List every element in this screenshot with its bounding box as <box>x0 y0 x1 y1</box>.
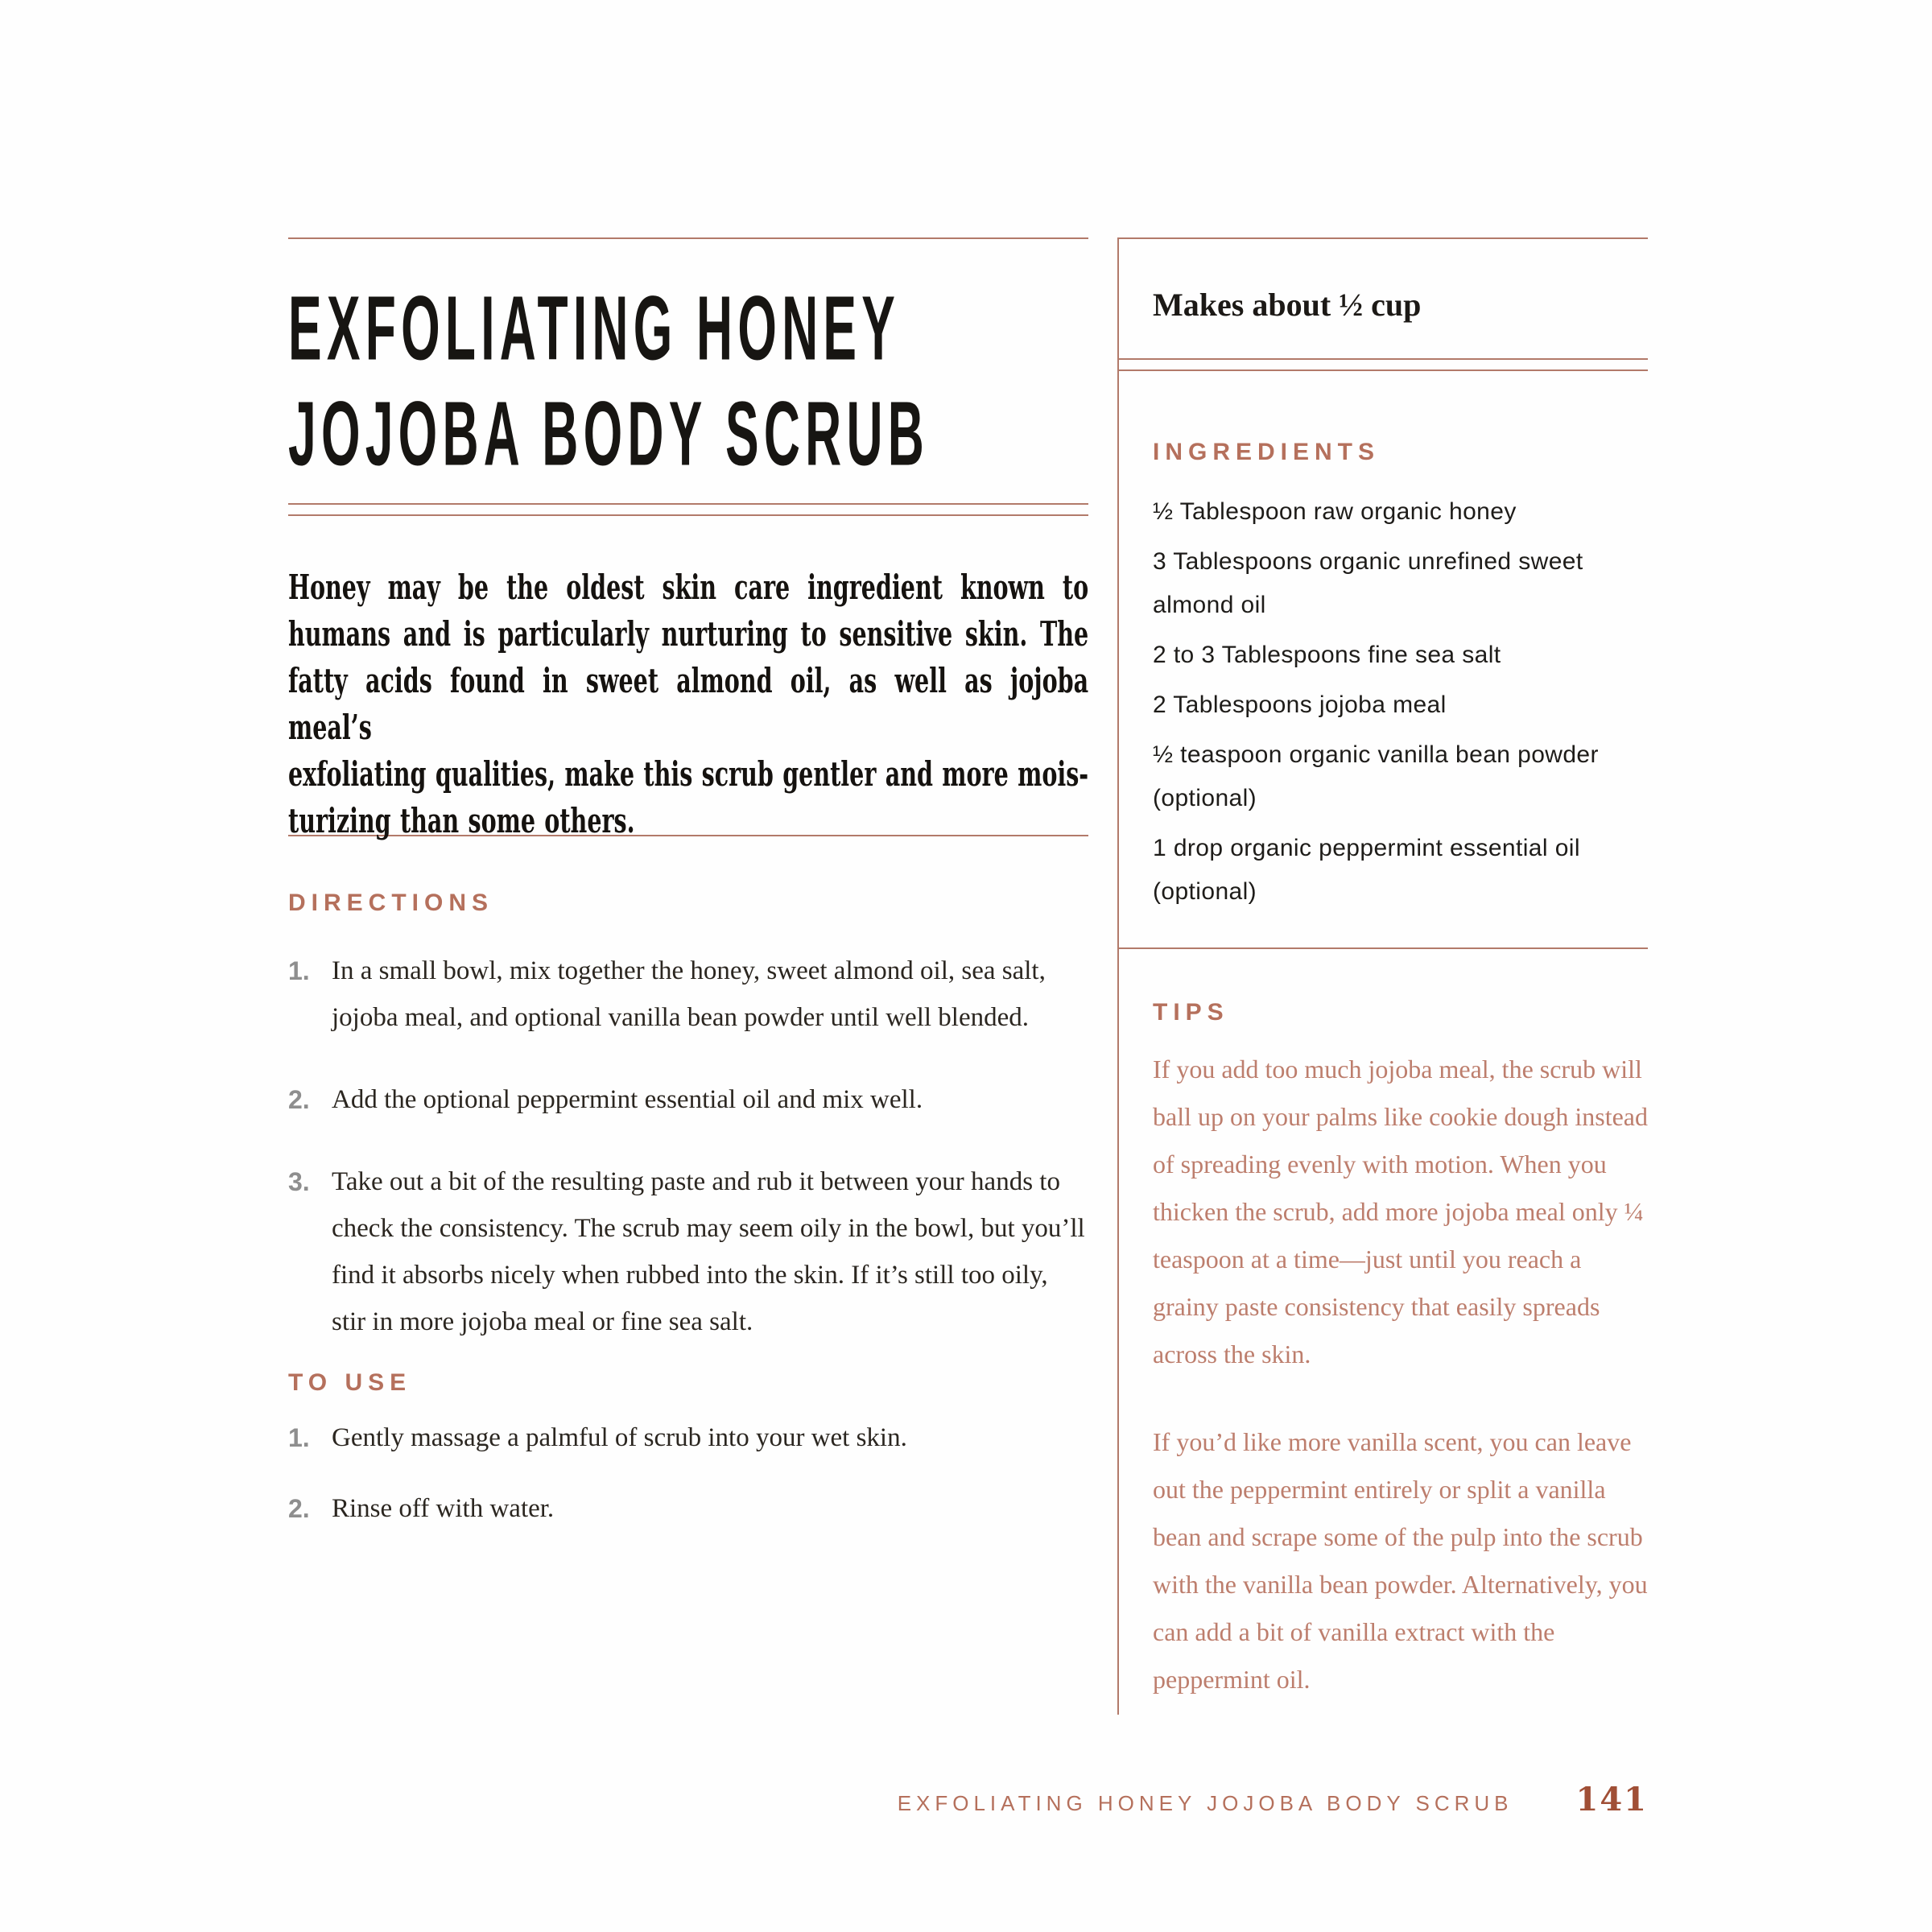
top-rule-right <box>1117 237 1648 239</box>
intro-line: exfoliating qualities, make this scrub gentler and more mois- <box>288 754 1089 794</box>
intro-paragraph <box>288 564 1089 840</box>
step-text: Rinse off with water. <box>332 1494 555 1523</box>
intro-line: fatty acids found in sweet almond oil, as well as jojoba meal’s <box>288 661 1089 747</box>
step-text: Gently massage a palmful of scrub into your wet skin. <box>332 1423 907 1452</box>
direction-step <box>288 1076 1088 1123</box>
double-rule-under-yield <box>1117 358 1648 371</box>
tip-paragraph: If you’d like more vanilla scent, you can leave out the peppermint entirely or split a vanilla bean and scrape some of the pulp into the scrub with the vanilla bean powder. Alternatively, you can add a bit of vanilla extract with the peppermint oil. <box>1153 1427 1648 1694</box>
footer-recipe-name: EXFOLIATING HONEY JOJOBA BODY SCRUB <box>897 1791 1513 1815</box>
intro-line: turizing than some others. <box>288 801 635 840</box>
left-column <box>288 237 1088 1556</box>
right-column <box>1117 237 1648 1703</box>
step-number: 2. <box>288 1494 310 1523</box>
ingredient-item: ½ Tablespoon raw organic honey <box>1153 498 1517 525</box>
ingredient-item: 2 Tablespoons jojoba meal <box>1153 691 1447 718</box>
tips-heading: TIPS <box>1153 999 1229 1026</box>
intro-line: humans and is particularly nurturing to sensitive skin. The <box>288 614 1089 654</box>
direction-step <box>288 1158 1088 1345</box>
step-text: Take out a bit of the resulting paste and rub it between your hands to check the consistency. The scrub may seem oily in the bowl, but you’ll find it absorbs nicely when rubbed into the skin. If it’s still too oily, stir in more jojoba meal or fine sea salt. <box>332 1167 1085 1336</box>
to-use-step <box>288 1414 1088 1461</box>
to-use-list <box>288 1414 1088 1532</box>
to-use-heading: TO USE <box>288 1369 412 1396</box>
recipe-title-line2: JOJOBA BODY SCRUB <box>288 382 930 485</box>
ingredient-item: ½ teaspoon organic vanilla bean powder (optional) <box>1153 741 1599 811</box>
ingredient-item: 2 to 3 Tablespoons fine sea salt <box>1153 642 1501 668</box>
recipe-title <box>288 276 1088 485</box>
to-use-step <box>288 1485 1088 1532</box>
step-number: 2. <box>288 1085 310 1114</box>
page-footer <box>898 1781 1648 1818</box>
step-text: Add the optional peppermint essential oil and mix well. <box>332 1085 923 1114</box>
footer-page-number: 141 <box>1575 1781 1648 1818</box>
yield-note: Makes about ½ cup <box>1153 287 1422 323</box>
top-rule-left <box>288 237 1088 239</box>
ingredients-list <box>1153 490 1648 914</box>
ingredient-item: 3 Tablespoons organic unrefined sweet almond oil <box>1153 548 1583 618</box>
directions-list <box>288 947 1088 1345</box>
directions-heading: DIRECTIONS <box>288 890 494 916</box>
step-number: 1. <box>288 1423 310 1452</box>
step-text: In a small bowl, mix together the honey, sweet almond oil, sea salt, jojoba meal, and optional vanilla bean powder until well blended. <box>332 956 1046 1032</box>
tip-paragraph: If you add too much jojoba meal, the scrub will ball up on your palms like cookie dough instead of spreading evenly with motion. When you thicken the scrub, add more jojoba meal only ¼ teaspoon at a time—just until you reach a grainy paste consistency that easily spreads across the skin. <box>1153 1055 1648 1368</box>
rule-under-ingredients <box>1117 947 1648 949</box>
ingredient-item: 1 drop organic peppermint essential oil (optional) <box>1153 835 1580 905</box>
ingredients-heading: INGREDIENTS <box>1153 439 1381 465</box>
double-rule-under-title <box>288 503 1088 516</box>
step-number: 3. <box>288 1167 310 1196</box>
step-number: 1. <box>288 956 310 985</box>
direction-step <box>288 947 1088 1041</box>
intro-line: Honey may be the oldest skin care ingredient known to <box>288 568 1089 607</box>
recipe-title-line1: EXFOLIATING HONEY <box>288 277 901 379</box>
